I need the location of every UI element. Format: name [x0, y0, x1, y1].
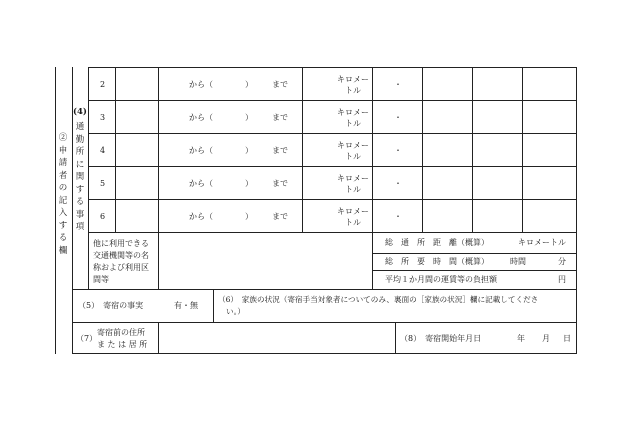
paren-close: ）: [245, 179, 253, 188]
table-bottom-border: [72, 353, 577, 354]
day-unit: 日: [563, 334, 571, 343]
commute-section-label: 通勤所に関する事項: [75, 122, 85, 232]
item6-line1: （6） 家族の状況（寄宿手当対象者についてのみ、裏面の［家族の状況］欄に記載してくださ: [218, 295, 539, 304]
to-label: まで: [272, 113, 288, 122]
decimal-dot: ・: [394, 146, 402, 155]
item7-number: （7）: [76, 334, 98, 343]
other-transport-line: 間等: [93, 275, 109, 284]
row-number: 6: [100, 212, 106, 221]
row-number-border: [115, 67, 116, 232]
item8-border: [395, 322, 396, 353]
col-border: [422, 67, 423, 232]
decimal-dot: ・: [394, 212, 402, 221]
distance-unit: キロメートル: [337, 207, 369, 227]
decimal-dot: ・: [394, 80, 402, 89]
col-border: [522, 67, 523, 232]
item5-label: （5） 寄宿の事実: [78, 301, 144, 310]
row-divider: [88, 166, 577, 167]
section-divider: [72, 289, 577, 290]
other-transport-line: 交通機関等の名: [93, 251, 149, 260]
commute-label-border: [88, 67, 89, 289]
row-divider: [88, 133, 577, 134]
item8-label: （8） 寄宿開始年月日: [400, 334, 482, 343]
row-number: 2: [100, 80, 106, 89]
outer-right-border: [576, 67, 577, 354]
row-number: 3: [100, 113, 106, 122]
from-label: から（: [189, 80, 213, 89]
distance-unit: キロメートル: [337, 174, 369, 194]
paren-close: ）: [245, 212, 253, 221]
item7-line1: 寄宿前の住所: [97, 328, 145, 337]
section-divider: [72, 322, 577, 323]
commute-section-number: (4): [73, 107, 87, 117]
from-label: から（: [189, 113, 213, 122]
total-time-label: 総 所 要 時 間（概算）: [385, 257, 489, 266]
to-label: まで: [272, 179, 288, 188]
outer-left-border: [55, 67, 56, 354]
row-divider: [88, 232, 577, 233]
hour-unit: 時間: [510, 257, 526, 266]
item7-label-border: [158, 322, 159, 353]
distance-unit: キロメートル: [337, 108, 369, 128]
minute-unit: 分: [558, 257, 566, 266]
fare-unit: 円: [558, 275, 566, 284]
paren-close: ）: [245, 80, 253, 89]
paren-close: ）: [245, 113, 253, 122]
item6-line2: い。）: [226, 307, 245, 316]
totals-divider: [372, 253, 577, 254]
item5-choice: 有・無: [174, 301, 198, 310]
from-label: から（: [189, 146, 213, 155]
other-transport-line: 称および利用区: [93, 263, 149, 272]
other-transport-line: 他に利用できる: [93, 239, 149, 248]
table-top-border: [88, 67, 577, 68]
to-label: まで: [272, 80, 288, 89]
totals-divider: [372, 270, 577, 271]
col-border: [302, 67, 303, 232]
col-border: [372, 67, 373, 232]
item7-line2: ま た は 居 所: [97, 340, 148, 349]
decimal-dot: ・: [394, 179, 402, 188]
distance-unit: キロメートル: [337, 75, 369, 95]
year-unit: 年: [517, 334, 525, 343]
row-divider: [88, 100, 577, 101]
monthly-fare-label: 平均１か月間の運賃等の負担額: [385, 275, 497, 284]
from-label: から（: [189, 179, 213, 188]
to-label: まで: [272, 212, 288, 221]
paren-close: ）: [245, 146, 253, 155]
section2-label: ②申請者の記入する欄: [58, 133, 68, 256]
col-border: [158, 67, 159, 289]
from-label: から（: [189, 212, 213, 221]
total-distance-label: 総 通 所 距 離（概算）: [385, 238, 489, 247]
month-unit: 月: [542, 334, 550, 343]
row-number: 4: [100, 146, 106, 155]
total-distance-unit: キロメートル: [518, 238, 566, 247]
row-number: 5: [100, 179, 106, 188]
col-border: [472, 67, 473, 232]
to-label: まで: [272, 146, 288, 155]
item5-choice-border: [213, 289, 214, 322]
row-divider: [88, 199, 577, 200]
col-border: [372, 232, 373, 289]
decimal-dot: ・: [394, 113, 402, 122]
distance-unit: キロメートル: [337, 141, 369, 161]
